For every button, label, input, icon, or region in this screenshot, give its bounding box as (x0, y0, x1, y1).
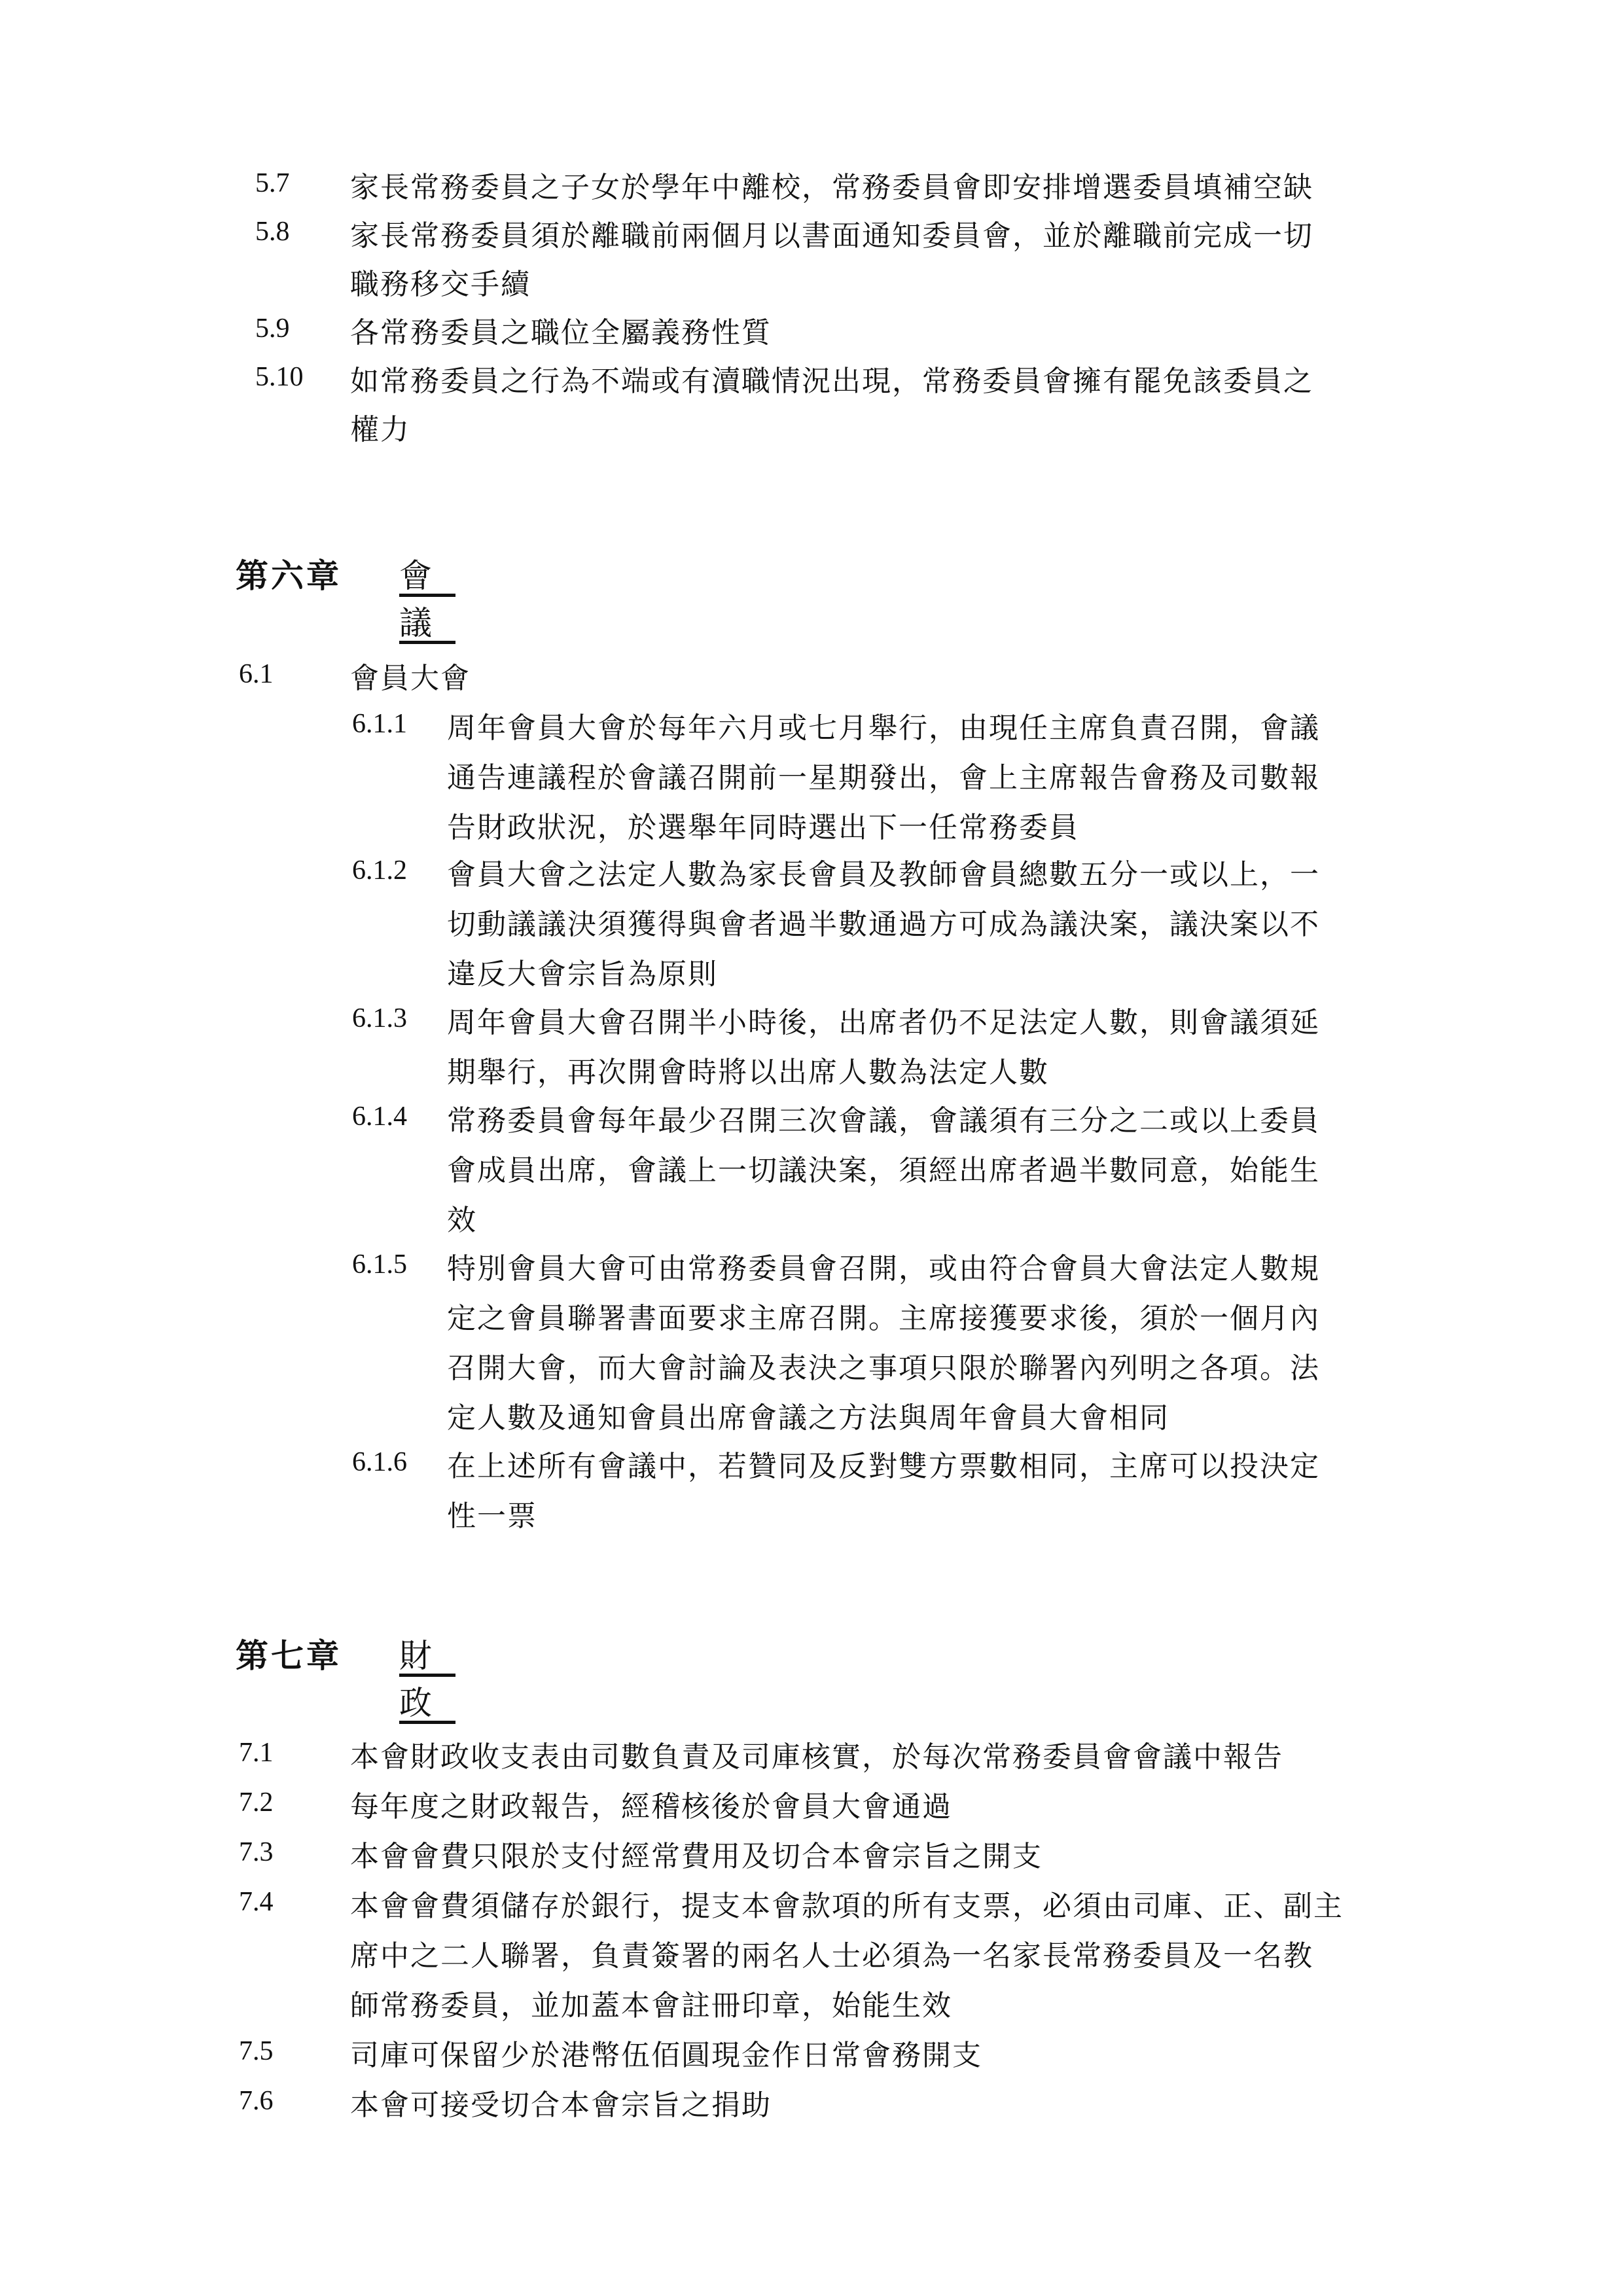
clause-number: 6.1.2 (352, 855, 407, 886)
clause-text-line: 每年度之財政報告，經稽核後於會員大會通過 (350, 1790, 952, 1823)
clause-text-line: 席中之二人聯署，負責簽署的兩名人士必須為一名家長常務委員及一名教 (350, 1939, 1313, 1973)
chapter-title: 財 政 (399, 1637, 455, 1722)
chapter-7-heading (236, 1630, 455, 1722)
clause-text-line: 家長常務委員須於離職前兩個月以書面通知委員會，並於離職前完成一切 (350, 219, 1313, 253)
clause-text-line: 告財政狀況，於選舉年同時選出下一任常務委員 (447, 811, 1079, 844)
clause-text-line: 師常務委員，並加蓋本會註冊印章，始能生效 (350, 1989, 952, 2022)
clause-number: 7.3 (239, 1837, 274, 1867)
clause-text-line: 違反大會宗旨為原則 (447, 958, 718, 991)
clause-number: 7.1 (239, 1738, 274, 1768)
clause-number: 6.1.6 (352, 1447, 407, 1477)
clause-text-line: 切動議議決須獲得與會者過半數通過方可成為議決案，議決案以不 (447, 908, 1320, 941)
clause-number: 6.1.3 (352, 1003, 407, 1033)
clause-text-line: 家長常務委員之子女於學年中離校，常務委員會即安排增選委員填補空缺 (350, 171, 1313, 204)
clause-text-line: 效 (447, 1204, 477, 1237)
clause-text-line: 本會財政收支表由司數負責及司庫核實，於每次常務委員會會議中報告 (350, 1740, 1283, 1774)
clause-text-line: 周年會員大會召開半小時後，出席者仍不足法定人數，則會議須延 (447, 1006, 1320, 1039)
clause-number: 6.1.1 (352, 709, 407, 739)
clause-text-line: 權力 (350, 413, 410, 446)
clause-text-line: 期舉行，再次開會時將以出席人數為法定人數 (447, 1056, 1049, 1089)
clause-number: 6.1.5 (352, 1249, 407, 1280)
clause-text-line: 特別會員大會可由常務委員會召開，或由符合會員大會法定人數規 (447, 1252, 1320, 1285)
clause-number: 7.4 (239, 1887, 274, 1917)
clause-text-line: 本會會費須儲存於銀行，提支本會款項的所有支票，必須由司庫、正、副主 (350, 1890, 1344, 1923)
clause-text-line: 召開大會，而大會討論及表決之事項只限於聯署內列明之各項。法 (447, 1352, 1320, 1385)
clause-text-line: 司庫可保留少於港幣伍佰圓現金作日常會務開支 (350, 2039, 982, 2072)
clause-number: 7.2 (239, 1787, 274, 1818)
chapter-title: 會 議 (399, 557, 455, 642)
clause-number: 5.9 (255, 314, 290, 344)
clause-number: 6.1.4 (352, 1102, 407, 1132)
clause-number: 7.6 (239, 2086, 274, 2116)
clause-text-line: 會成員出席，會議上一切議決案，須經出席者過半數同意，始能生 (447, 1154, 1320, 1187)
clause-text-line: 定人數及通知會員出席會議之方法與周年會員大會相同 (447, 1401, 1169, 1435)
clause-text-line: 如常務委員之行為不端或有瀆職情況出現，常務委員會擁有罷免該委員之 (350, 365, 1313, 398)
clause-text-line: 常務委員會每年最少召開三次會議，會議須有三分之二或以上委員 (447, 1104, 1320, 1138)
chapter-label: 第六章 (236, 557, 342, 595)
subsection-title: 會員大會 (350, 662, 471, 695)
clause-text-line: 通告連議程於會議召開前一星期發出，會上主席報告會務及司數報 (447, 761, 1320, 795)
clause-text-line: 本會會費只限於支付經常費用及切合本會宗旨之開支 (350, 1840, 1043, 1873)
chapter-label: 第七章 (236, 1637, 342, 1675)
subsection-number: 6.1 (239, 659, 274, 689)
clause-text-line: 本會可接受切合本會宗旨之捐助 (350, 2089, 772, 2122)
clause-text-line: 周年會員大會於每年六月或七月舉行，由現任主席負責召開，會議 (447, 711, 1320, 745)
clause-number: 5.7 (255, 168, 290, 198)
clause-text-line: 會員大會之法定人數為家長會員及教師會員總數五分一或以上，一 (447, 858, 1320, 891)
clause-text-line: 職務移交手續 (350, 268, 531, 301)
clause-number: 5.10 (255, 362, 304, 392)
clause-number: 7.5 (239, 2036, 274, 2066)
clause-number: 5.8 (255, 217, 290, 247)
clause-text-line: 各常務委員之職位全屬義務性質 (350, 316, 772, 350)
clause-text-line: 性一票 (447, 1499, 537, 1533)
clause-text-line: 定之會員聯署書面要求主席召開。主席接獲要求後，須於一個月內 (447, 1302, 1320, 1335)
chapter-6-heading (236, 550, 455, 642)
clause-text-line: 在上述所有會議中，若贊同及反對雙方票數相同，主席可以投決定 (447, 1450, 1320, 1483)
